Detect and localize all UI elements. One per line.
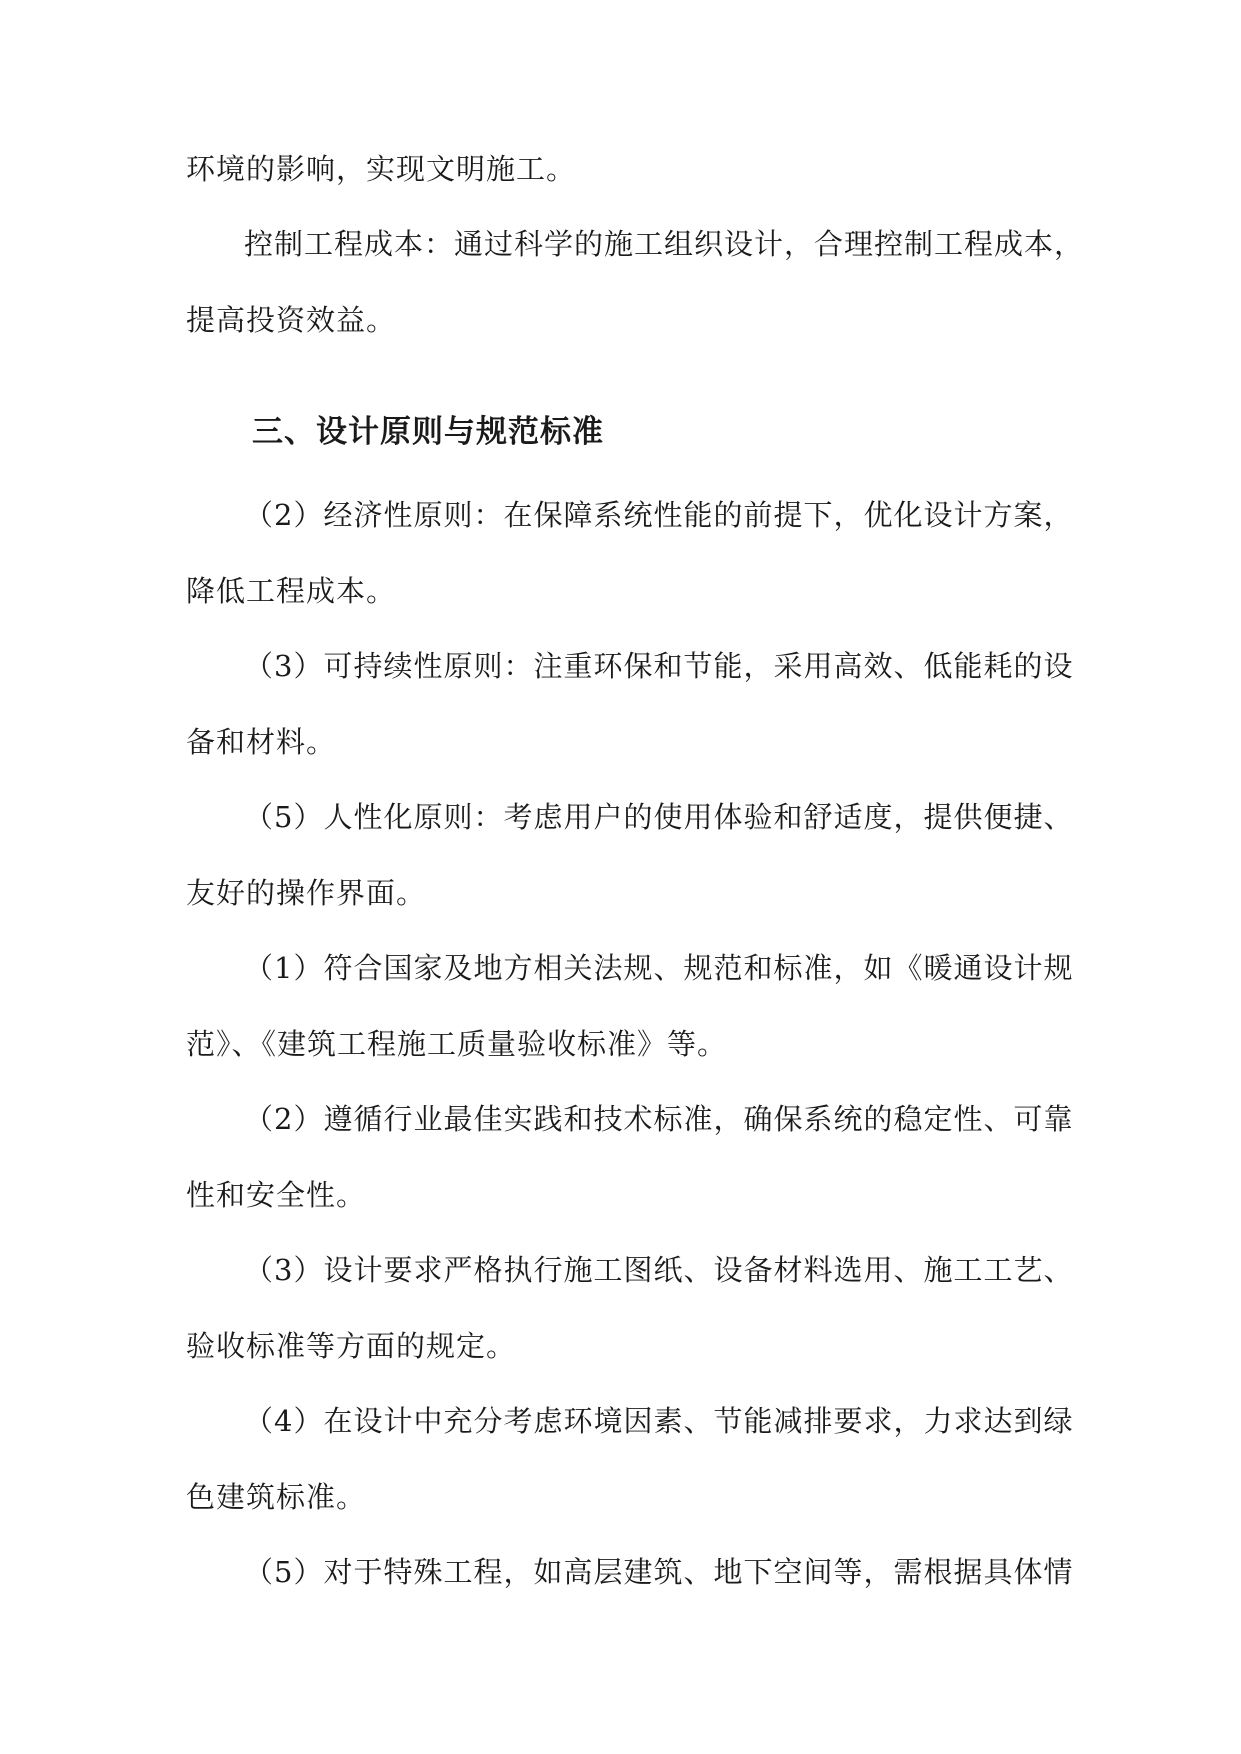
- body-text-line: （4）在设计中充分考虑环境因素、节能减排要求，力求达到绿: [244, 1404, 1074, 1438]
- body-text-line: （5）人性化原则：考虑用户的使用体验和舒适度，提供便捷、: [244, 800, 1074, 834]
- body-text-line: 环境的影响，实现文明施工。: [186, 152, 577, 186]
- body-text-line: 范》、《建筑工程施工质量验收标准》等。: [186, 1027, 728, 1061]
- body-text-line: 性和安全性。: [186, 1178, 367, 1212]
- body-text-line: 降低工程成本。: [186, 574, 397, 608]
- body-text-line: 友好的操作界面。: [186, 876, 427, 910]
- body-text-line: （3）设计要求严格执行施工图纸、设备材料选用、施工工艺、: [244, 1253, 1074, 1287]
- section-heading: 三、设计原则与规范标准: [252, 414, 604, 450]
- body-text-line: 色建筑标准。: [186, 1480, 367, 1514]
- body-text-line: 提高投资效益。: [186, 303, 397, 337]
- body-text-line: 控制工程成本：通过科学的施工组织设计，合理控制工程成本，: [244, 227, 1085, 261]
- body-text-line: （1）符合国家及地方相关法规、规范和标准，如《暖通设计规: [244, 951, 1074, 985]
- body-text-line: （2）经济性原则：在保障系统性能的前提下，优化设计方案，: [244, 498, 1074, 532]
- body-text-line: 验收标准等方面的规定。: [186, 1329, 517, 1363]
- body-text-line: （5）对于特殊工程，如高层建筑、地下空间等，需根据具体情: [244, 1555, 1074, 1589]
- body-text-line: （3）可持续性原则：注重环保和节能，采用高效、低能耗的设: [244, 649, 1074, 683]
- body-text-line: 备和材料。: [186, 725, 337, 759]
- body-text-line: （2）遵循行业最佳实践和技术标准，确保系统的稳定性、可靠: [244, 1102, 1074, 1136]
